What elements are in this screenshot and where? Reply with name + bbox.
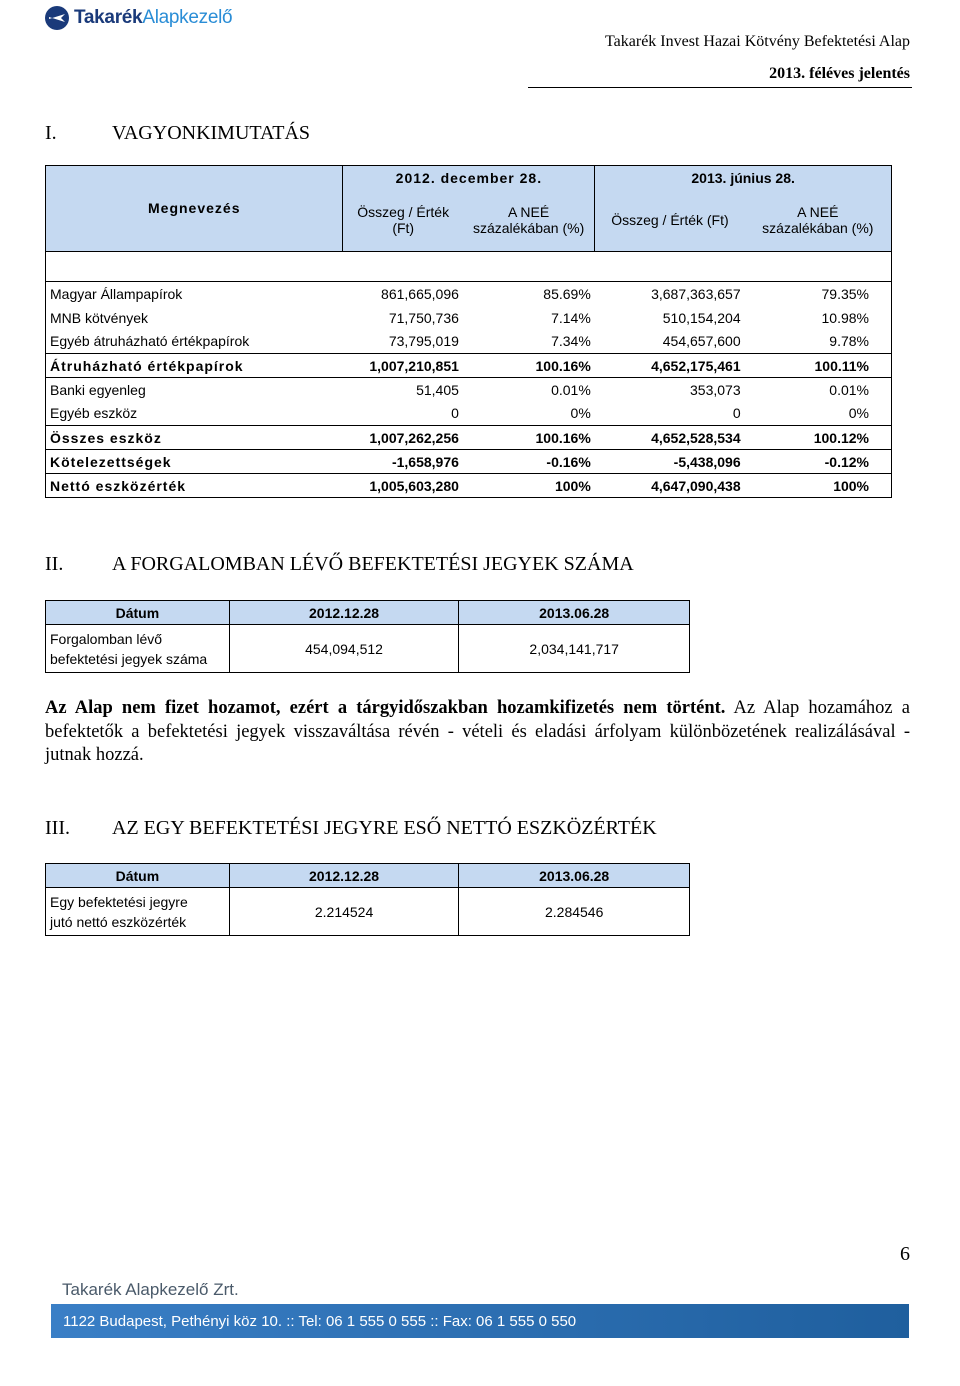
row-value-2: 4,652,528,534	[595, 426, 745, 450]
section-3-heading	[45, 817, 657, 840]
nav-per-unit-table	[45, 863, 690, 936]
page-number: 6	[900, 1243, 910, 1265]
col-name-header: Megnevezés	[46, 166, 343, 252]
paragraph-bold: Az Alap nem fizet hozamot, ezért a tárgyidőszakban hozamkifizetés nem történt.	[45, 698, 726, 718]
document-title: Takarék Invest Hazai Kötvény Befektetési Alap	[605, 33, 910, 50]
row-pct-2: 79.35%	[745, 282, 892, 306]
row-value-1: 861,665,096	[381, 285, 459, 302]
section-1-heading	[45, 122, 310, 145]
row-pct-2: -0.12%	[745, 450, 892, 474]
value-header-2: Összeg / Érték (Ft)	[595, 190, 745, 252]
row-value-2: 4,652,175,461	[595, 354, 745, 378]
row-value-2: 3,687,363,657	[651, 285, 741, 302]
period2-header: 2013. június 28.	[595, 166, 892, 190]
value-1: 2.214524	[229, 888, 459, 936]
header-divider	[528, 87, 912, 88]
section-3-title: AZ EGY BEFEKTETÉSI JEGYRE ESŐ NETTÓ ESZKÖZÉRTÉK	[112, 817, 657, 839]
section-2-number: II.	[45, 553, 64, 575]
company-logo	[44, 4, 232, 32]
row-pct-1: 7.14%	[551, 309, 591, 326]
spacer-row	[46, 252, 892, 282]
pct-header-1: A NEÉ százalékában (%)	[463, 190, 595, 252]
value-header-1: Összeg / Érték (Ft)	[343, 190, 463, 252]
row-pct-1: 0%	[570, 405, 591, 422]
row-value-2: -5,438,096	[595, 450, 745, 474]
table-row	[46, 282, 892, 306]
row-pct-1: 100%	[463, 474, 595, 498]
table-row	[46, 306, 892, 330]
row-name: Kötelezettségek	[46, 450, 343, 474]
row-pct-1: 85.69%	[543, 285, 591, 302]
logo-text-2: Alapkezelő	[142, 7, 233, 28]
paragraph-text: Az Alap hozamához a befektetők a befektetési jegyek visszaváltása révén - vételi és eladási árfolyam különbözetének realizálásával - jutnak hozzá.	[45, 698, 910, 765]
row-value-2: 4,647,090,438	[595, 474, 745, 498]
row-name: MNB kötvények	[46, 306, 343, 330]
row-value-1: 1,005,603,280	[343, 474, 463, 498]
row-value-1: 51,405	[416, 381, 459, 398]
table-row	[46, 625, 690, 673]
row-pct-2: 0%	[745, 402, 892, 426]
row-value-2: 454,657,600	[662, 333, 741, 350]
value-2: 2.284546	[459, 888, 690, 936]
row-pct-1: -0.16%	[463, 450, 595, 474]
pct-header-2: A NEÉ százalékában (%)	[745, 190, 892, 252]
row-value-1: -1,658,976	[343, 450, 463, 474]
net-asset-row	[46, 474, 892, 498]
row-name: Nettó eszközérték	[46, 474, 343, 498]
row-value-1: 1,007,210,851	[343, 354, 463, 378]
row-pct-1: 100.16%	[463, 354, 595, 378]
row-pct-1: 0.01%	[551, 381, 591, 398]
row-value-1: 1,007,262,256	[343, 426, 463, 450]
row-label: Egy befektetési jegyre jutó nettó eszközérték	[46, 888, 230, 936]
table-row	[46, 888, 690, 936]
row-label: Forgalomban lévő befektetési jegyek száma	[46, 625, 230, 673]
row-name: Banki egyenleg	[46, 378, 343, 402]
table-row	[46, 330, 892, 354]
units-outstanding-table	[45, 600, 690, 673]
section-1-title: VAGYONKIMUTATÁS	[112, 122, 311, 144]
footer-contact-bar	[51, 1304, 909, 1338]
yield-paragraph	[45, 697, 910, 768]
logo-text-1: Takarék	[74, 7, 143, 28]
table-header-row	[46, 864, 690, 888]
value-1: 454,094,512	[229, 625, 459, 673]
document-subtitle: 2013. féléves jelentés	[769, 65, 910, 82]
date-2-header: 2013.06.28	[459, 864, 690, 888]
table-header-row	[46, 601, 690, 625]
table-header-row	[46, 166, 892, 190]
row-pct-2: 0.01%	[745, 378, 892, 402]
row-pct-2: 9.78%	[745, 330, 892, 354]
footer-company-name: Takarék Alapkezelő Zrt.	[62, 1280, 239, 1299]
date-1-header: 2012.12.28	[229, 601, 459, 625]
asset-statement-table	[45, 165, 892, 498]
row-pct-2: 10.98%	[745, 306, 892, 330]
plane-logo-icon	[44, 5, 70, 31]
section-3-number: III.	[45, 817, 70, 839]
total-row	[46, 426, 892, 450]
section-2-heading	[45, 553, 634, 576]
subtotal-row	[46, 354, 892, 378]
date-header: Dátum	[46, 601, 230, 625]
row-pct-2: 100%	[745, 474, 892, 498]
row-value-2: 510,154,204	[662, 309, 741, 326]
row-value-2: 353,073	[690, 381, 741, 398]
row-name: Egyéb eszköz	[46, 402, 343, 426]
row-value-1: 0	[451, 405, 459, 422]
row-value-1: 71,750,736	[388, 309, 459, 326]
row-pct-2: 100.12%	[745, 426, 892, 450]
row-name: Összes eszköz	[46, 426, 343, 450]
period1-header: 2012. december 28.	[343, 166, 595, 190]
value-2: 2,034,141,717	[459, 625, 690, 673]
section-2-title: A FORGALOMBAN LÉVŐ BEFEKTETÉSI JEGYEK SZÁMA	[112, 553, 634, 575]
row-pct-2: 100.11%	[745, 354, 892, 378]
date-1-header: 2012.12.28	[229, 864, 459, 888]
row-value-1: 73,795,019	[388, 333, 459, 350]
row-name: Egyéb átruházható értékpapírok	[46, 330, 343, 354]
section-1-number: I.	[45, 122, 57, 144]
row-pct-1: 100.16%	[463, 426, 595, 450]
footer-address: 1122 Budapest, Pethényi köz 10. :: Tel: 06 1 555 0 555 :: Fax: 06 1 555 0 550	[63, 1312, 577, 1330]
row-value-2: 0	[732, 405, 741, 422]
liabilities-row	[46, 450, 892, 474]
date-header: Dátum	[46, 864, 230, 888]
row-pct-1: 7.34%	[551, 333, 591, 350]
date-2-header: 2013.06.28	[459, 601, 690, 625]
table-row	[46, 402, 892, 426]
row-name: Magyar Állampapírok	[46, 282, 343, 306]
row-name: Átruházható értékpapírok	[46, 354, 343, 378]
table-row	[46, 378, 892, 402]
